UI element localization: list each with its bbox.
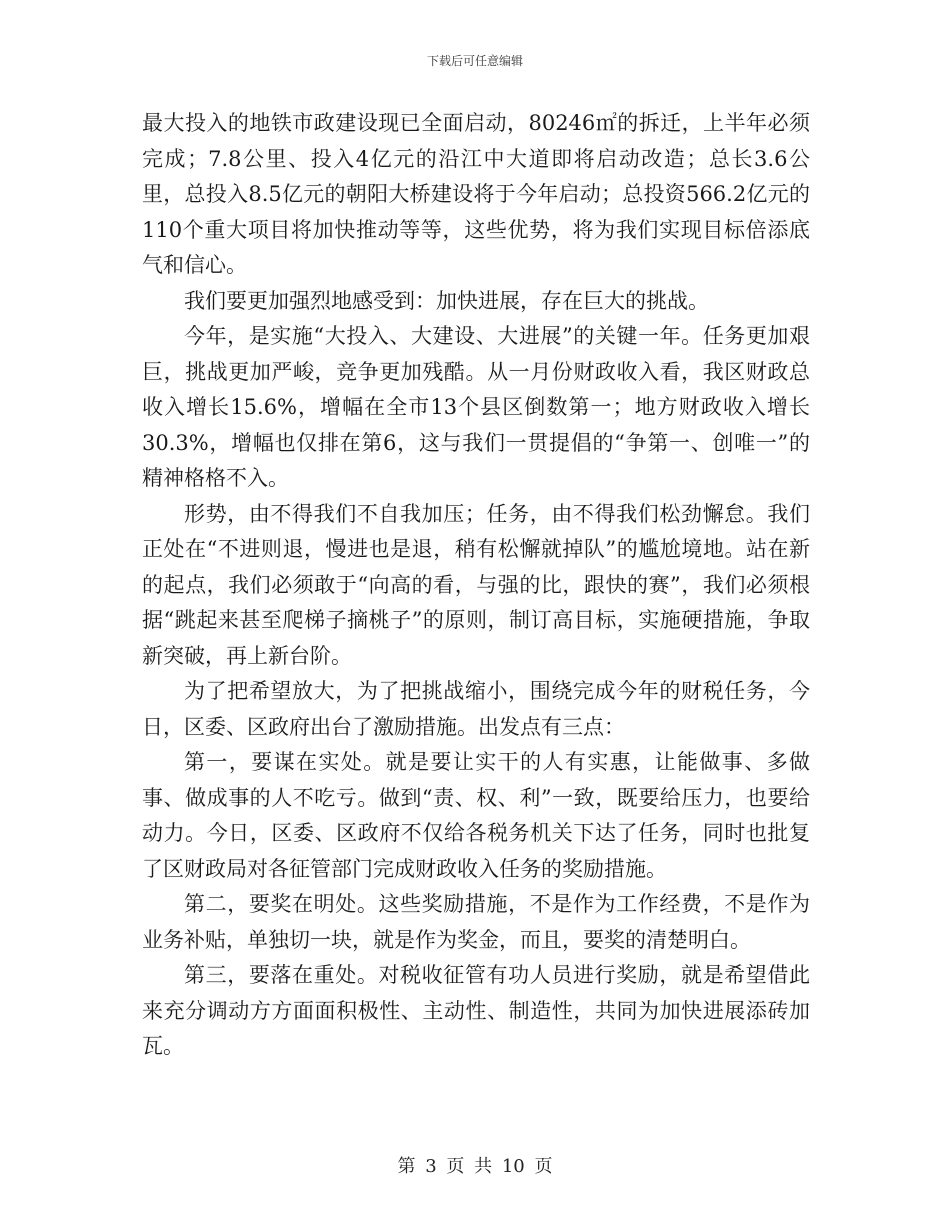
paragraph-6: 第一，要谋在实处。就是要让实干的人有实惠，让能做事、多做事、做成事的人不吃亏。做到“责、权、利”一致，既要给压力，也要给动力。今日，区委、区政府不仅给各税务机关下达了任务，同时也批复了区财政局对各征管部门完成财政收入任务的奖励措施。 (142, 750, 810, 881)
document-body (142, 106, 810, 1065)
paragraph-5: 为了把希望放大，为了把挑战缩小，围绕完成今年的财税任务，今日，区委、区政府出台了激励措施。出发点有三点： (142, 679, 810, 739)
paragraph-8: 第三，要落在重处。对税收征管有功人员进行奖励，就是希望借此来充分调动方方面面积极性、主动性、制造性，共同为加快进展添砖加瓦。 (142, 963, 810, 1058)
paragraph-3: 今年，是实施“大投入、大建设、大进展”的关键一年。任务更加艰巨，挑战更加严峻，竞争更加残酷。从一月份财政收入看，我区财政总收入增长15.6%，增幅在全市13个县区倒数第一；地方财政收入增长30.3%，增幅也仅排在第6，这与我们一贯提倡的“争第一、创唯一”的精神格格不入。 (142, 324, 810, 490)
page-number-footer: 第 3 页 共 10 页 (397, 1156, 553, 1177)
paragraph-4: 形势，由不得我们不自我加压；任务，由不得我们松劲懈怠。我们正处在“不进则退，慢进也是退，稍有松懈就掉队”的尴尬境地。站在新的起点，我们必须敢于“向高的看，与强的比，跟快的赛”，我们必须根据“跳起来甚至爬梯子摘桃子”的原则，制订高目标，实施硬措施，争取新突破，再上新台阶。 (142, 501, 810, 668)
paragraph-1: 最大投入的地铁市政建设现已全面启动，80246㎡的拆迁，上半年必须完成；7.8公里、投入4亿元的沿江中大道即将启动改造；总长3.6公里，总投入8.5亿元的朝阳大桥建设将于今年启动；总投资566.2亿元的110个重大项目将加快推动等等，这些优势，将为我们实现目标倍添底气和信心。 (142, 111, 810, 277)
paragraph-7: 第二，要奖在明处。这些奖励措施，不是作为工作经费，不是作为业务补贴，单独切一块，就是作为奖金，而且，要奖的清楚明白。 (142, 892, 810, 952)
paragraph-2: 我们要更加强烈地感受到：加快进展，存在巨大的挑战。 (184, 288, 709, 313)
page-header-note: 下载后可任意编辑 (426, 54, 523, 68)
